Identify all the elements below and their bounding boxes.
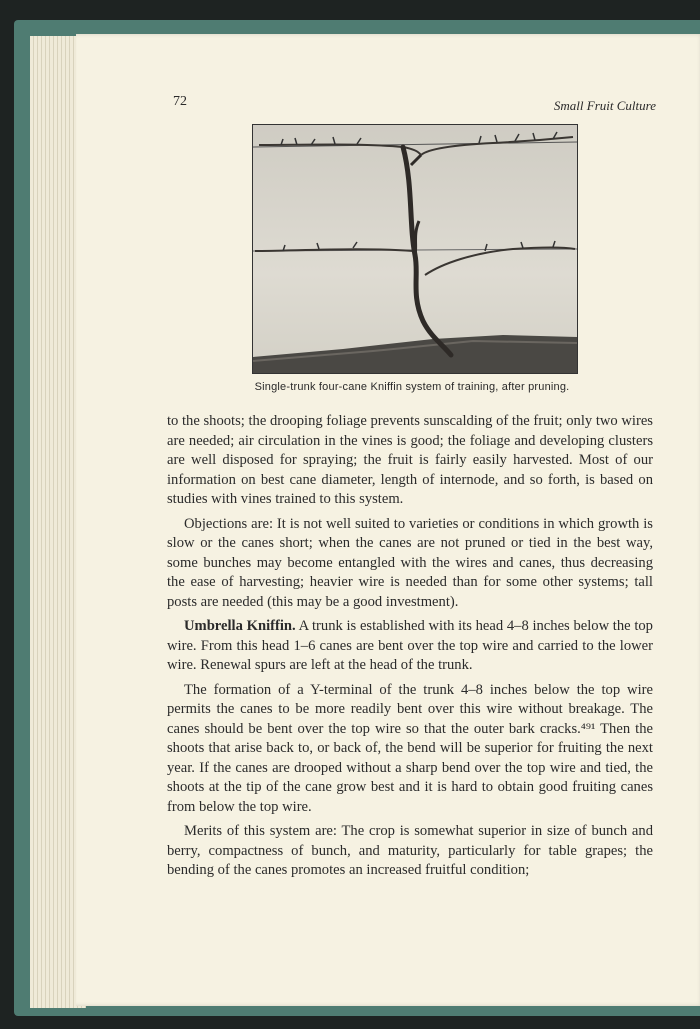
section-heading-umbrella-kniffin: Umbrella Kniffin. (184, 618, 296, 634)
paragraph-umbrella-kniffin (167, 617, 653, 676)
body-text (167, 412, 653, 881)
paragraph-y-terminal: The formation of a Y-terminal of the trunk 4–8 inches below the top wire permits the canes to be more readily bent over this wire without breakage. The canes should be bent over the top wire so that the outer bark cracks.⁴⁹¹ Then the shoots that arise back to, or back of, the bend will be superior for fruiting the next year. If the canes are drooped without a sharp bend over the top wire and tied, the shoots at the tip of the cane grow best and it is hard to obtain good fruiting canes from below the top wire. (167, 681, 653, 815)
paragraph-objections: Objections are: It is not well suited to varieties or conditions in which growth is slow or the canes short; when the canes are not pruned or tied in the best way, some bunches may become entangled with the wires and canes, thus decreasing the ease of harvesting; heavier wire is needed than for some other systems; tall posts are needed (this may be a good investment). (167, 515, 653, 610)
figure-caption: Single-trunk four-cane Kniffin system of training, after pruning. (254, 381, 570, 393)
paragraph-continuation: to the shoots; the drooping foliage prevents sunscalding of the fruit; only two wires are needed; air circulation in the vines is good; the foliage and developing clusters are well disposed for spraying; the fruit is fairly easily harvested. Most of our information on best cane diameter, length of internode, and so forth, is based on studies with vines trained to this system. (167, 413, 653, 507)
vine-photograph (252, 124, 578, 374)
running-head: Small Fruit Culture (553, 98, 656, 113)
vine-illustration (253, 125, 577, 373)
paragraph-merits: Merits of this system are: The crop is somewhat superior in size of bunch and berry, compactness of bunch, and maturity, particularly for table grapes; the bending of the canes promotes an increased fruitful condition; (167, 823, 653, 878)
paragraph-umbrella-kniffin-text: A trunk is established with its head 4–8 inches below the top wire. From this head 1–6 canes are bent over the top wire and carried to the lower wire. Renewal spurs are left at the head of the trunk. (167, 618, 653, 673)
page-number: 72 (173, 94, 187, 109)
